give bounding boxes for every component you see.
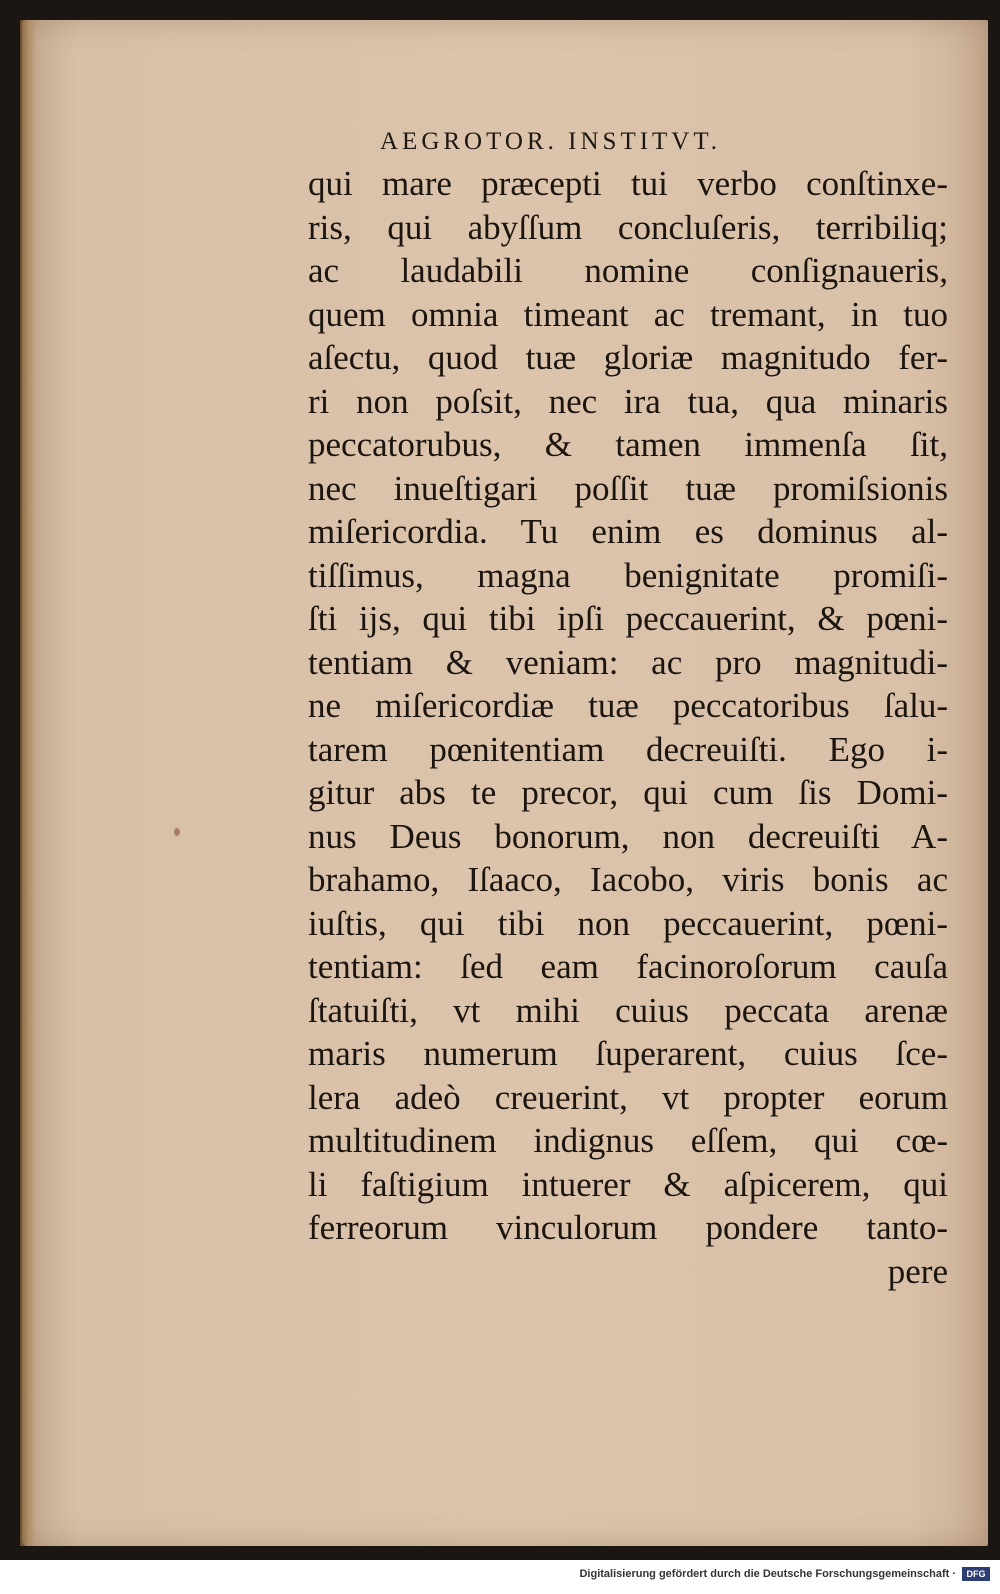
text-line: aſectu, quod tuæ gloriæ magnitudo fer-	[308, 338, 948, 377]
text-line: lera adeò creuerint, vt propter eorum	[308, 1077, 948, 1117]
text-line: tentiam & veniam: ac pro magnitudi-	[308, 642, 948, 682]
text-line: tiſſimus, magna benignitate promiſi-	[308, 555, 948, 595]
text-line: li faſtigium intuerer & aſpicerem, qui	[308, 1164, 948, 1204]
text-line: quem omnia timeant ac tremant, in tuo	[308, 294, 948, 334]
text-line: maris numerum ſuperarent, cuius ſce-	[308, 1034, 948, 1073]
catchword: pere	[887, 1251, 948, 1291]
text-line: tentiam: ſed eam facinoroſorum cauſa	[308, 947, 948, 986]
text-line: gitur abs te precor, qui cum ſis Domi-	[308, 773, 948, 812]
text-line: ferreorum vinculorum pondere tanto-	[308, 1208, 948, 1247]
text-line: nec inueſtigari poſſit tuæ promiſsionis	[308, 468, 948, 508]
text-line: brahamo, Iſaaco, Iacobo, viris bonis ac	[308, 860, 948, 899]
text-line: ne miſericordiæ tuæ peccatoribus ſalu-	[308, 686, 948, 725]
dfg-logo: DFG	[962, 1567, 990, 1581]
text-line: ac laudabili nomine conſignaueris,	[308, 251, 948, 290]
text-line: nus Deus bonorum, non decreuiſti A-	[308, 816, 948, 856]
text-line: iuſtis, qui tibi non peccauerint, pœni-	[308, 903, 948, 943]
text-line: ris, qui abyſſum concluſeris, terribiliq;	[308, 207, 948, 247]
funding-credit: Digitalisierung gefördert durch die Deutsche Forschungsgemeinschaft ·	[579, 1568, 956, 1580]
text-line: multitudinem indignus eſſem, qui cœ-	[308, 1121, 948, 1160]
foxing-spot	[174, 828, 180, 836]
page-binding-edge	[20, 20, 36, 1546]
text-line: peccatorubus, & tamen immenſa ſit,	[308, 425, 948, 464]
body-text	[308, 162, 948, 1293]
text-line: ſti ijs, qui tibi ipſi peccauerint, & pœni-	[308, 599, 948, 638]
text-line: qui mare præcepti tui verbo conſtinxe-	[308, 164, 948, 203]
footer-bar	[0, 1560, 1000, 1594]
text-line: miſericordia. Tu enim es dominus al-	[308, 512, 948, 551]
text-line: tarem pœnitentiam decreuiſti. Ego i-	[308, 729, 948, 769]
text-line: ri non poſsit, nec ira tua, qua minaris	[308, 381, 948, 421]
text-line: ſtatuiſti, vt mihi cuius peccata arenæ	[308, 990, 948, 1030]
running-head: AEGROTOR. INSTITVT.	[380, 128, 722, 155]
